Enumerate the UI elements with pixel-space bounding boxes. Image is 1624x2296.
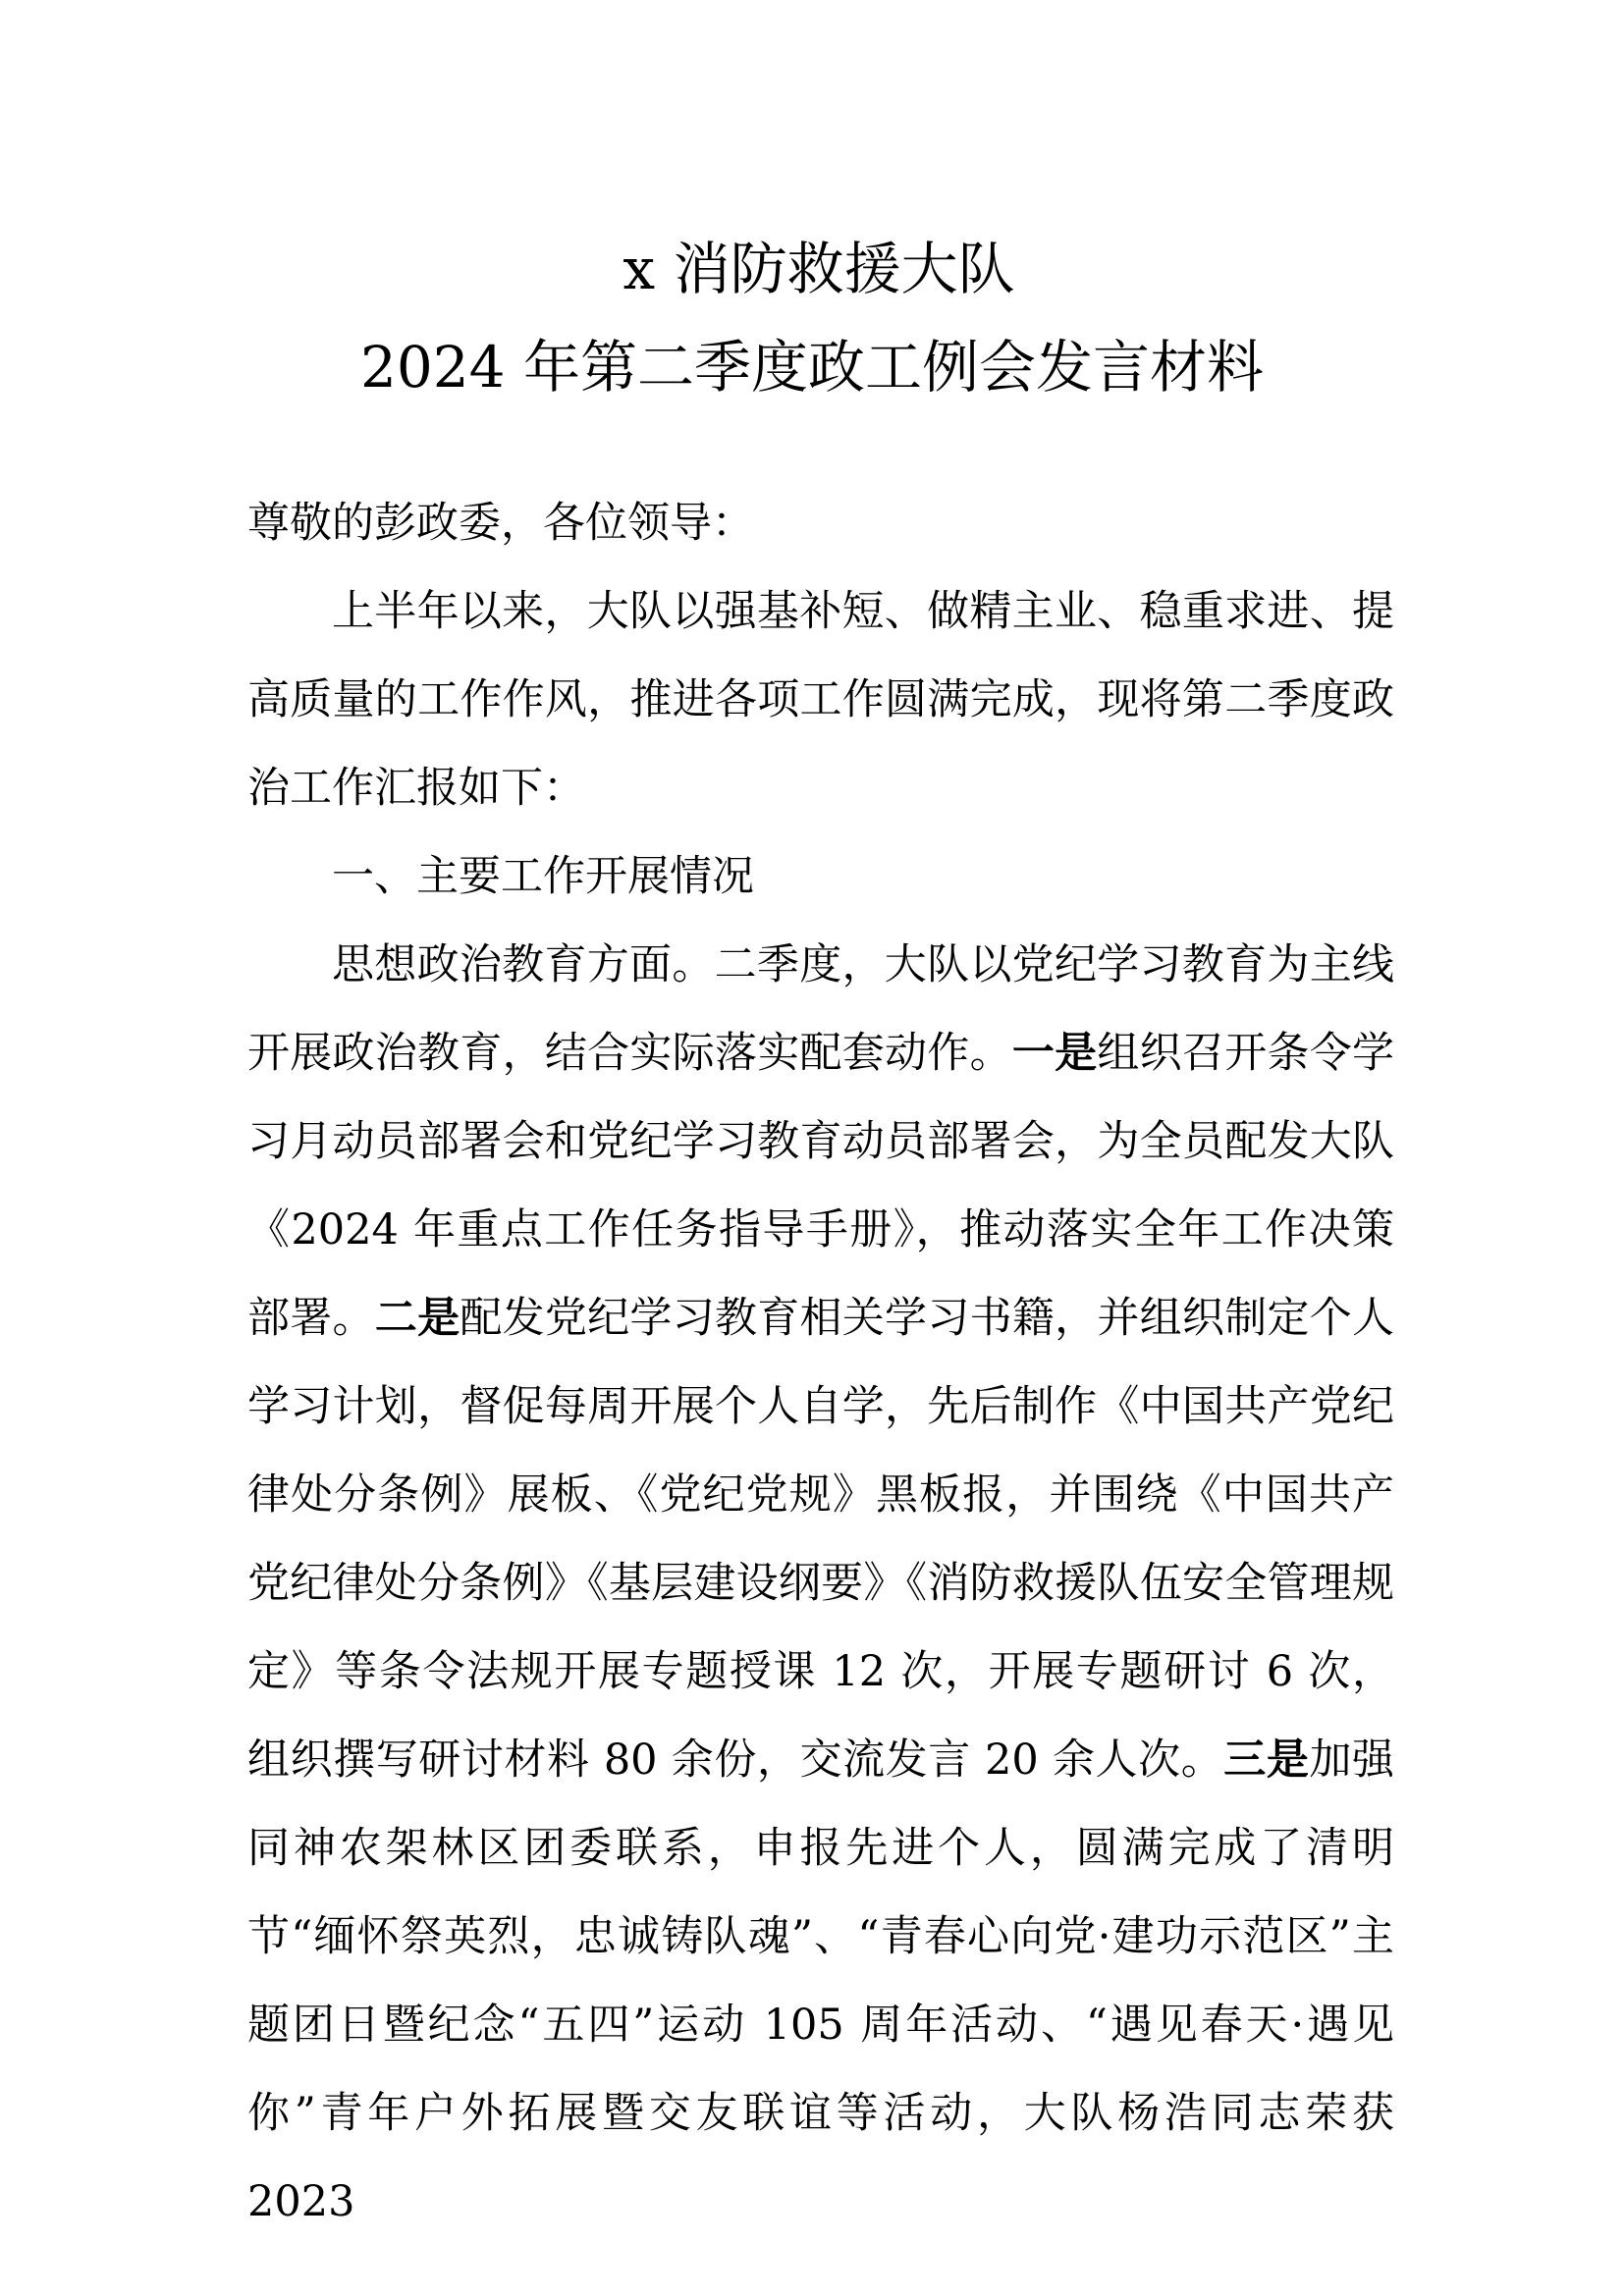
item-text-third: 加强同神农架林区团委联系，申报先进个人，圆满完成了清明节“缅怀祭英烈，忠诚铸队魂”、“青春心向党·建功示范区”主题团日暨纪念“五四”运动 105 周年活动、“遇见春天·遇见你”青年户外拓展暨交友联谊等活动，大队杨浩同志荣获 2023 — [247, 1735, 1395, 2226]
item-label-second: 二是 — [374, 1294, 460, 1343]
title-line-subject: 2024 年第二季度政工例会发言材料 — [359, 334, 1265, 400]
title-line-unit: x 消防救援大队 — [623, 236, 1015, 302]
paragraph-lead: 思想政治教育方面。二季度，大队以党纪学习教育为主线开展政治教育，结合实际落实配套动作。 — [247, 940, 1394, 1078]
political-education-paragraph — [247, 921, 1394, 2246]
item-label-third: 三是 — [1223, 1735, 1310, 1785]
document-title — [0, 220, 1624, 416]
item-label-first: 一是 — [1011, 1029, 1098, 1078]
intro-paragraph: 上半年以来，大队以强基补短、做精主业、稳重求进、提高质量的工作作风，推进各项工作圆满完成，现将第二季度政治工作汇报如下： — [247, 587, 1394, 813]
salutation: 尊敬的彭政委，各位领导： — [247, 499, 754, 548]
section-heading: 一、主要工作开展情况 — [332, 852, 754, 901]
document-body — [247, 479, 1394, 2246]
item-text-second: 配发党纪学习教育相关学习书籍，并组织制定个人学习计划，督促每周开展个人自学，先后制作《中国共产党纪律处分条例》展板、《党纪党规》黑板报，并围绕《中国共产党纪律处分条例》《基层建设纲要》《消防救援队伍安全管理规定》等条令法规开展专题授课 12 次，开展专题研讨 6 次，组织撰写研讨材料 80 余份，交流发言 20 余人次。 — [247, 1294, 1395, 1785]
item-text-first: 组织召开条令学习月动员部署会和党纪学习教育动员部署会，为全员配发大队《2024 年重点工作任务指导手册》，推动落实全年工作决策部署。 — [247, 1029, 1395, 1343]
